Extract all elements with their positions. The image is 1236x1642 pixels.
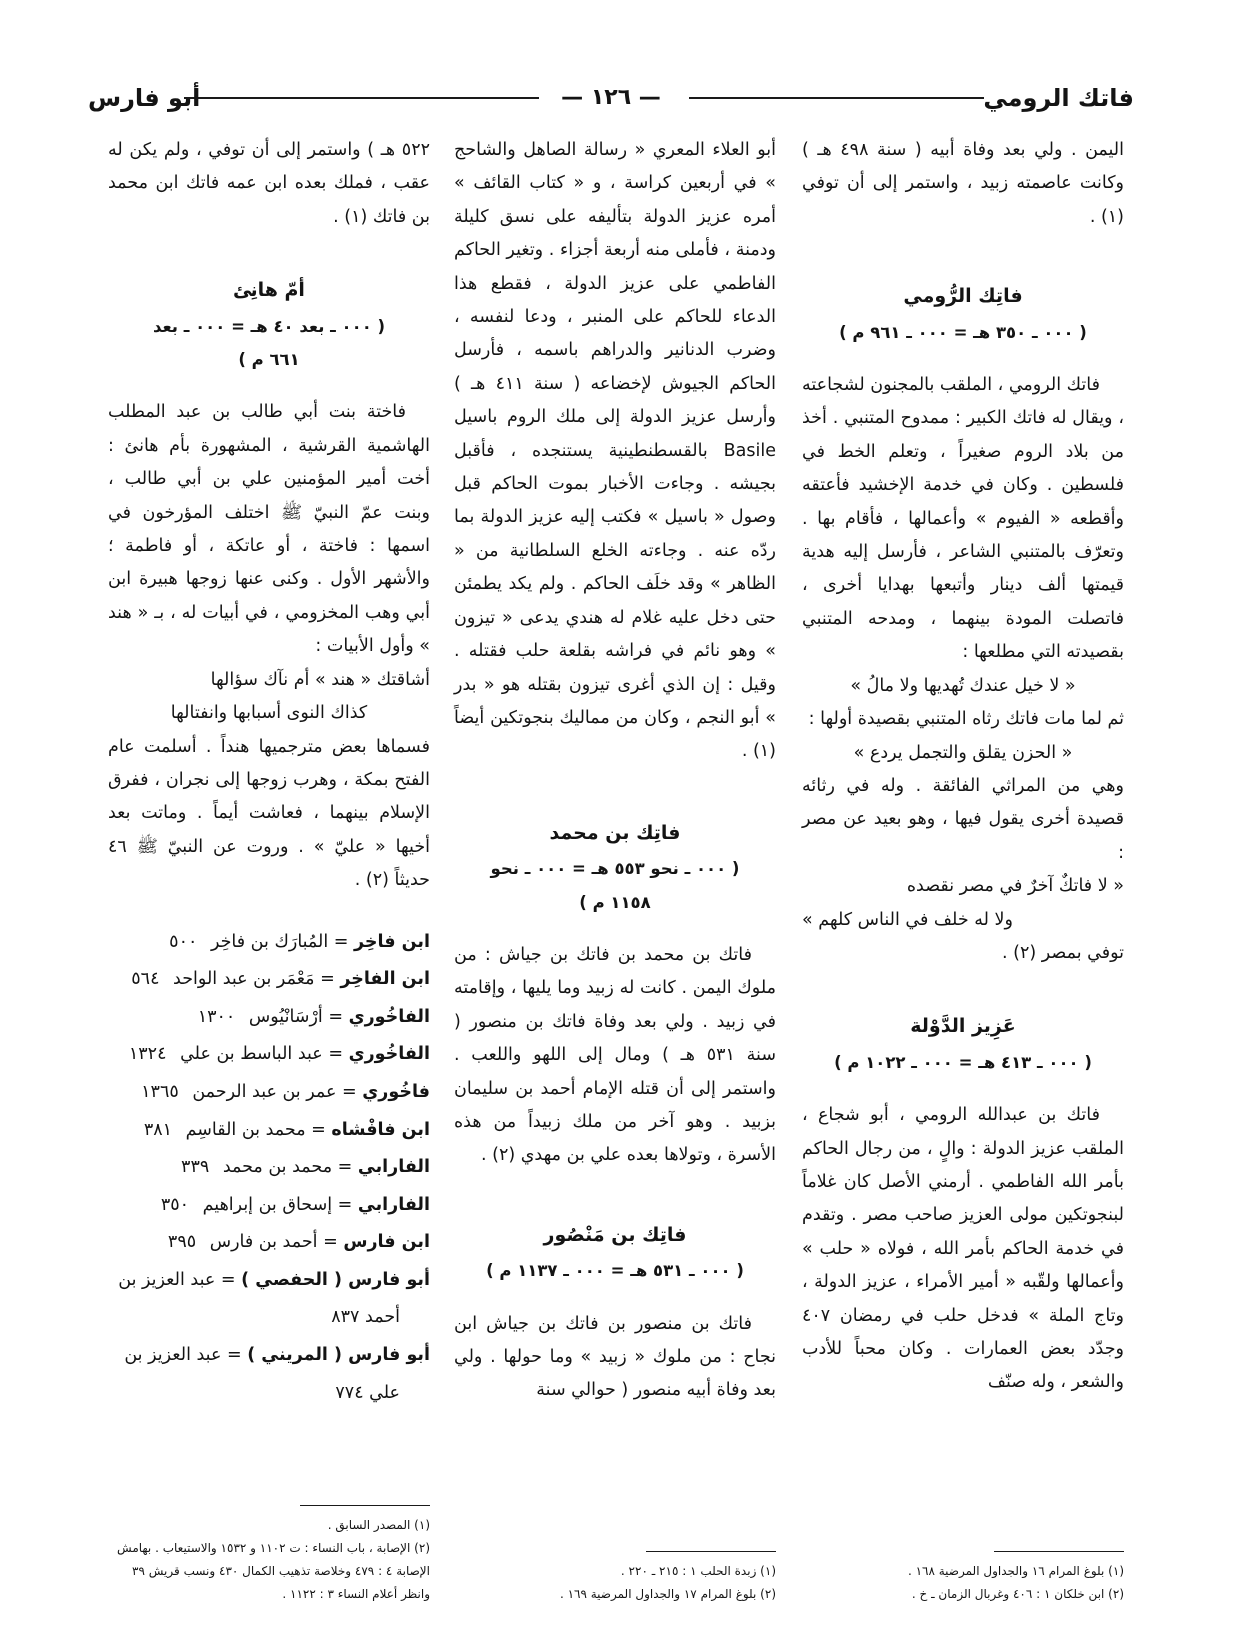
footnotes-right [802, 1551, 1124, 1606]
xref-line-continued: أحمد ٨٣٧ [331, 1307, 400, 1328]
verse-line: ولا له خلف في الناس كلهم » [802, 909, 1013, 930]
xref-line: ابن فاخِر = المُبارَك بن فاخِر ٥٠٠ [169, 931, 430, 952]
xref-line: ابن فافْشاه = محمد بن القاسِم ٣٨١ [143, 1119, 430, 1140]
running-head-left: أبو فارس [88, 84, 201, 112]
page-number: — ١٢٦ — [561, 85, 661, 110]
entry-title-fatik-bin-muhammad: فاتِك بن محمد [549, 821, 681, 844]
verse-line: « لا خيل عندك تُهديها ولا مالُ » [850, 675, 1076, 696]
column-middle [454, 134, 776, 1604]
entry-text: ثم لما مات فاتك رثاه المتنبي بقصيدة أولها : [808, 709, 1124, 730]
entry-dates: ( ٠٠٠ ـ ٥٣١ هـ = ٠٠٠ ـ ١١٣٧ م ) [486, 1261, 744, 1281]
footnote-rule [300, 1505, 430, 1506]
xref-line: الفاخُوري = أرْسَانْيُوس ١٣٠٠ [197, 1006, 430, 1027]
entry-dates: ( ٠٠٠ ـ بعد ٤٠ هـ = ٠٠٠ ـ بعد [152, 316, 386, 336]
continued-text: أبو العلاء المعري « رسالة الصاهل والشاحج » في أربعين كراسة ، و « كتاب القائف » أمره عزيز الدولة بتأليفه على نسق كليلة ودمنة ، فأملى منه أربعة أجزاء . وتغير الحاكم الفاطمي على عزيز الدولة ، فقطع هذا الدعاء للحاكم على المنبر ، ودعا لنفسه ، وضرب الدنانير والدراهم باسمه ، فأرسل الحاكم الجيوش لإخضاعه ( سنة ٤١١ هـ ) وأرسل عزيز الدولة إلى ملك الروم باسيل Basile بالقسطنطينية يستنجده ، فأقبل بجيشه . وجاءت الأخبار بموت الحاكم قبل وصول « باسيل » فكتب إليه عزيز الدولة بما ردّه عنه . وجاءته الخلع السلطانية من « الظاهر » وقد خلَف الحاكم . ولم يكد يطمئن حتى دخل عليه غلام له هندي يدعى « تيزون » وهو نائم في فراشه بقلعة حلب فقتله . وقيل : إن الذي أغرى تيزون بقتله هو « بدر » أبو النجم ، وكان من مماليك بنجوتكين أيضاً (١) . [454, 140, 777, 762]
cross-references [108, 924, 430, 1413]
continued-text: ٥٢٢ هـ ) واستمر إلى أن توفي ، ولم يكن له عقب ، فملك بعده ابن عمه فاتك ابن محمد بن فاتك (١) . [108, 140, 430, 227]
footnote: (٢) ابن خلكان ١ : ٤٠٦ وغربال الزمان ـ خ . [911, 1587, 1124, 1601]
xref-line: ابن الفاخِر = مَعْمَر بن عبد الواحد ٥٦٤ [131, 969, 430, 990]
xref-line-continued: علي ٧٧٤ [335, 1382, 400, 1403]
xref-line: أبو فارس ( الحفصي ) = عبد العزيز بن [118, 1269, 430, 1290]
continued-text: اليمن . ولي بعد وفاة أبيه ( سنة ٤٩٨ هـ ) وكانت عاصمته زبيد ، واستمر إلى أن توفي (١) . [802, 140, 1124, 227]
entry-title-umm-hani: أمّ هانِئ [233, 279, 305, 302]
xref-line: ابن فارس = أحمد بن فارس ٣٩٥ [167, 1232, 430, 1253]
xref-line: الفارابي = إسحاق بن إبراهيم ٣٥٠ [160, 1194, 430, 1215]
footnote: (١) بلوغ المرام ١٦ والجداول المرضية ١٦٨ . [907, 1564, 1124, 1578]
xref-line: فاخُوري = عمر بن عبد الرحمن ١٣٦٥ [141, 1081, 430, 1102]
entry-title-fatik-al-rumi: فاتِك الرُّومي [903, 285, 1023, 308]
xref-line: الفاخُوري = عبد الباسط بن علي ١٣٢٤ [128, 1044, 430, 1065]
entry-dates: ٦٦١ م ) [238, 350, 300, 370]
entry-text: وهي من المراثي الفائقة . وله في رثائه قصيدة أخرى يقول فيها ، وهو بعيد عن مصر : [802, 775, 1124, 863]
page-header [88, 78, 1134, 118]
footnotes-middle [454, 1551, 776, 1606]
footnote-rule [994, 1551, 1124, 1552]
verse-line: « الحزن يقلق والتجمل يردع » [853, 742, 1073, 763]
entry-text: توفي بمصر (٢) . [1002, 942, 1124, 963]
entry-text: فاتك بن عبدالله الرومي ، أبو شجاع ، الملقب عزيز الدولة : والٍ ، من رجال الحاكم بأمر الله الفاطمي . أرمني الأصل كان غلاماً لبنجوتكين مولى العزيز صاحب مصر . وتقدم في خدمة الحاكم بأمر الله ، فولاه « حلب » وأعمالها ولقّبه « أمير الأمراء ، عزيز الدولة ، وتاج الملة » فدخل حلب في رمضان ٤٠٧ وجدّد بعض العمارات . وكان محباً للأدب والشعر ، وله صنّف [802, 1105, 1124, 1393]
column-right [802, 134, 1124, 1604]
entry-text: فسماها بعض مترجميها هنداً . أسلمت عام الفتح بمكة ، وهرب زوجها إلى نجران ، ففرق الإسلام بينهما ، فعاشت أيماً . وماتت بعد أخيها « عليّ » . وروت عن النبيّ ﷺ ٤٦ حديثاً (٢) . [108, 736, 430, 891]
footnote: (٢) الإصابة ، باب النساء : ت ١١٠٢ و ١٥٣٢ والاستيعاب . بهامش الإصابة ٤ : ٤٧٩ وخلاصة تذهيب الكمال ٤٣٠ ونسب قريش ٣٩ وانظر أعلام النساء ٣ : ١١٢٢ . [117, 1541, 430, 1601]
entry-text: فاتك الرومي ، الملقب بالمجنون لشجاعته ، ويقال له فاتك الكبير : ممدوح المتنبي . أخذ من بلاد الروم صغيراً ، وتعلم الخط في فلسطين . وكان في خدمة الإخشيد فأعتقه وأقطعه « الفيوم » وأعمالها ، فأقام بها . وتعرّف بالمتنبي الشاعر ، فأرسل إليه هدية قيمتها ألف دينار وأتبعها بهدايا أخرى ، فاتصلت المودة بينهما ، ومدحه المتنبي بقصيدته التي مطلعها : [802, 375, 1124, 663]
entry-dates: ١١٥٨ م ) [579, 892, 651, 912]
xref-line: أبو فارس ( المريني ) = عبد العزيز بن [124, 1345, 430, 1366]
entry-title-fatik-bin-mansur: فاتِك بن مَنْصُور [543, 1223, 687, 1246]
xref-line: الفارابي = محمد بن محمد ٣٣٩ [181, 1157, 430, 1178]
entry-dates: ( ٠٠٠ ـ ٣٥٠ هـ = ٠٠٠ ـ ٩٦١ م ) [839, 322, 1087, 342]
verse-line: أشاقتك « هند » أم نآك سؤالها [210, 669, 430, 690]
entry-title-aziz-al-dawla: عَزِيز الدَّوْلة [910, 1015, 1016, 1038]
header-rule-right [689, 97, 984, 99]
footnote: (٢) بلوغ المرام ١٧ والجداول المرضية ١٦٩ . [559, 1587, 776, 1601]
entry-dates: ( ٠٠٠ ـ ٤١٣ هـ = ٠٠٠ ـ ١٠٢٢ م ) [834, 1052, 1092, 1072]
verse-line: كذاك النوى أسبابها وانفتالها [170, 703, 368, 724]
column-left [108, 134, 430, 1604]
header-rule-left [184, 97, 539, 99]
footnote: (١) زبدة الحلب ١ : ٢١٥ ـ ٢٢٠ . [620, 1564, 776, 1578]
entry-text: فاختة بنت أبي طالب بن عبد المطلب الهاشمية القرشية ، المشهورة بأم هانئ : أخت أمير المؤمنين علي بن أبي طالب ، وبنت عمّ النبيّ ﷺ اختلف المؤرخون في اسمها : فاختة ، أو عاتكة ، أو فاطمة ؛ والأشهر الأول . وكنى عنها زوجها هبيرة ابن أبي وهب المخزومي ، في أبيات له ، بـ « هند » وأول الأبيات : [108, 402, 430, 657]
entry-text: فاتك بن محمد بن فاتك بن جياش : من ملوك اليمن . كانت له زبيد وما يليها ، وإقامته في زبيد . ولي بعد وفاة فاتك بن منصور ( سنة ٥٣١ هـ ) ومال إلى اللهو واللعب . واستمر إلى أن قتله الإمام أحمد بن سليمان بزبيد . وهو آخر من ملك زبيداً من هذه الأسرة ، وتولاها بعده علي بن مهدي (٢) . [454, 944, 777, 1166]
running-head-right: فاتك الرومي [983, 84, 1134, 112]
entry-dates: ( ٠٠٠ ـ نحو ٥٥٣ هـ = ٠٠٠ ـ نحو [490, 859, 740, 879]
footnote: (١) المصدر السابق . [327, 1518, 430, 1532]
entry-text: فاتك بن منصور بن فاتك بن جياش ابن نجاح : من ملوك « زبيد » وما حولها . ولي بعد وفاة أبيه منصور ( حوالي سنة [454, 1313, 776, 1401]
footnotes-left [108, 1505, 430, 1606]
verse-line: « لا فاتكٌ آخرٌ في مصر نقصده [906, 876, 1124, 897]
footnote-rule [646, 1551, 776, 1552]
